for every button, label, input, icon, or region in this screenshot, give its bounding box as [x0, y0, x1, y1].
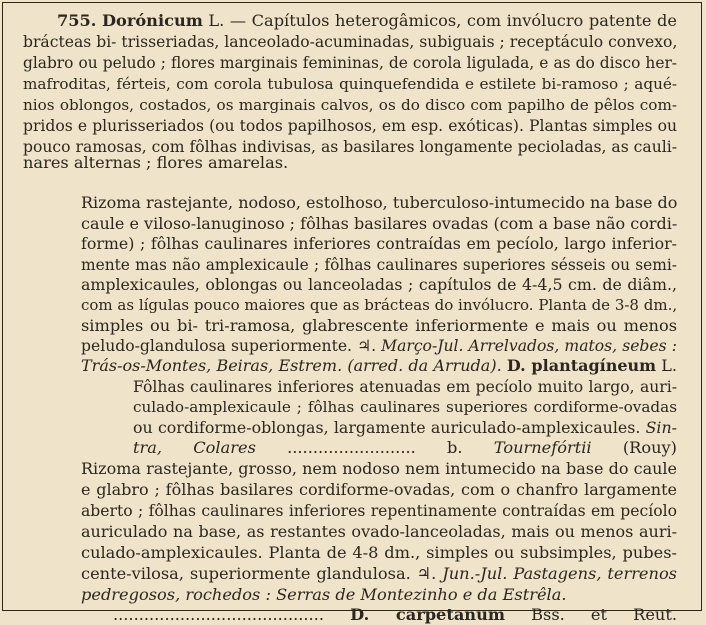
dot-leader: .........................................	[113, 605, 324, 624]
key-a-habitat: Março-Jul. Arrelvados, matos, sebes :	[376, 337, 677, 355]
key-b-variety-line	[133, 438, 677, 458]
variety-name-tournefortii: Tournefórtii	[493, 438, 592, 457]
perennial-symbol: ♃.	[416, 564, 437, 583]
genus-name: Dorónicum	[102, 11, 203, 30]
dot-leader: .........................	[255, 438, 416, 457]
key-a-line: Rizoma rastejante, nodoso, estolhoso, tuberculoso-intumecido na base do	[81, 193, 678, 212]
genus-description-line: pridos e plurisseriados (ou todos papilhosos, em esp. exóticas). Plantas simples ou	[23, 117, 677, 135]
variety-author: (Rouy)	[591, 438, 677, 457]
genus-description-line: nios oblongos, costados, os marginais calvos, os do disco com papilho de pêlos com-	[23, 96, 677, 114]
key-a-line: amplexicaules, oblongas ou lanceoladas ; capítulos de 4-4,5 cm. de diâm.,	[81, 275, 677, 294]
book-page	[2, 2, 702, 624]
species-author: L.	[656, 356, 677, 375]
species-name-carpetanum: D. carpetanum	[350, 605, 505, 624]
key-a-line: caule e viloso-lanuginoso ; fôlhas basilares ovadas (com a base não cordi-	[81, 214, 678, 233]
key-b-line: ou cordiforme-oblongas, largamente auriculado-amplexicaules.	[133, 418, 646, 437]
key-c-habitat: Jun.-Jul. Pastagens, terrenos	[436, 564, 677, 583]
key-a-habitat-line	[81, 336, 677, 356]
key-b-place: Sin-	[645, 418, 677, 437]
key-c-line: culado-amplexicaules. Planta de 4-8 dm., simples ou subsimples, pubes-	[81, 543, 677, 562]
genus-description-line: nares alternas ; flores amarelas.	[23, 153, 289, 172]
key-c-line: aberto ; fôlhas caulinares inferiores repentinamente contraídas em pecíolo	[81, 502, 677, 520]
key-a-line: simples ou bi- tri-ramosa, glabrescente inferiormente e mais ou menos	[81, 316, 677, 335]
key-c-line: Rizoma rastejante, grosso, nem nodoso nem intumecido na base do caule	[81, 459, 677, 478]
genus-description-line: pouco ramosas, com fôlhas indivisas, as basilares longamente pecioladas, as cauli-	[23, 138, 677, 156]
variety-prefix: b.	[447, 438, 463, 457]
key-a-line: com as lígulas pouco maiores que as brácteas do invólucro. Planta de 3-8 dm.,	[81, 296, 678, 314]
key-b-line: culado-amplexicaule ; fôlhas caulinares superiores cordiforme-ovadas	[133, 398, 677, 416]
key-a-species-line	[81, 356, 677, 376]
species-author: Bss. et Reut.	[504, 605, 677, 624]
key-c-line: cente-vilosa, superiormente glandulosa.	[81, 564, 417, 583]
genus-number: 755.	[57, 11, 97, 30]
genus-heading-line	[57, 11, 677, 31]
genus-description-start: L. — Capítulos heterogâmicos, com invólucro patente de	[202, 11, 677, 30]
genus-description-line: brácteas bi- trisseriadas, lanceolado-acuminadas, subiguais ; receptáculo convexo,	[23, 33, 678, 51]
key-a-line: peludo-glandulosa superiormente.	[81, 337, 358, 355]
key-c-distribution: pedregosos, rochedos : Serras de Montezinho e da Estrêla.	[81, 585, 567, 604]
key-a-distribution: Trás-os-Montes, Beiras, Estrem. (arred. da Arruda).	[81, 356, 502, 375]
genus-description-line: mafroditas, férteis, com corola tubulosa quinquefendida e estilete bi-ramoso ; aqué-	[23, 75, 677, 93]
key-c-species-line	[113, 605, 677, 625]
key-b-line: Fôlhas caulinares inferiores atenuadas em pecíolo muito largo, auri-	[133, 378, 677, 396]
perennial-symbol: ♃.	[357, 337, 377, 355]
key-b-place: tra, Colares	[133, 438, 256, 457]
genus-description-line: glabro ou peludo ; flores marginais femininas, de corola ligulada, e as do disco her-	[23, 54, 677, 72]
key-c-habitat-line	[81, 564, 677, 584]
key-c-line: e glabro ; fôlhas basilares cordiforme-ovadas, com o chanfro largamente	[81, 480, 677, 499]
key-a-line: forme) ; fôlhas caulinares inferiores contraídas em pecíolo, largo inferior-	[81, 234, 677, 253]
key-c-distribution-line	[81, 585, 567, 605]
key-a-line: mente mas não amplexicaule ; fôlhas caulinares superiores sésseis ou semi-	[81, 256, 677, 274]
species-name-plantagineum: D. plantagíneum	[506, 356, 657, 375]
key-c-line: auriculado na base, as restantes ovado-lanceoladas, mais ou menos auri-	[81, 522, 677, 541]
key-b-line	[133, 418, 677, 438]
